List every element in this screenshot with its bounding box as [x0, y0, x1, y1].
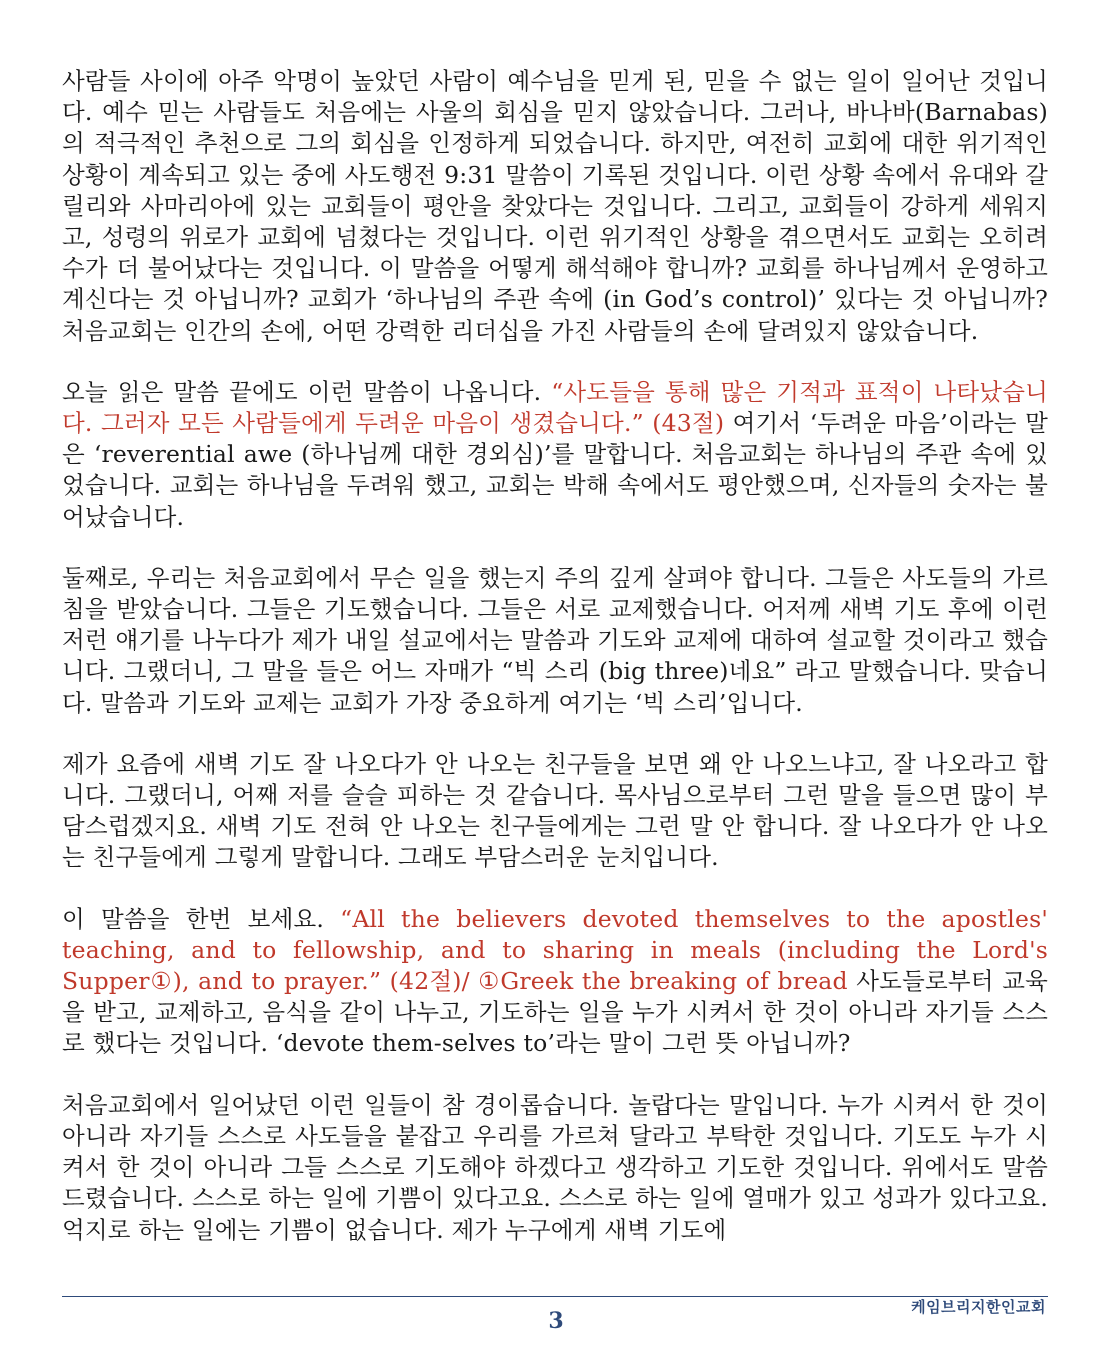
footer-divider [62, 1296, 1048, 1297]
paragraph-4: 제가 요즘에 새벽 기도 잘 나오다가 안 나오는 친구들을 보면 왜 안 나오느냐고, 잘 나오라고 합니다. 그랬더니, 어째 저를 슬슬 피하는 것 같습니다. 목사님으로부터 그런 말을 들으면 많이 부담스럽겠지요. 새벽 기도 전혀 안 나오는 친구들에게는 그런 말 안 합니다. 잘 나오다가 안 나오는 친구들에게 그렇게 말합니다. 그래도 부담스러운 눈치입니다. [62, 749, 1048, 872]
paragraph-3: 둘째로, 우리는 처음교회에서 무슨 일을 했는지 주의 깊게 살펴야 합니다. 그들은 사도들의 가르침을 받았습니다. 그들은 기도했습니다. 그들은 서로 교제했습니다. 어저께 새벽 기도 후에 이런 저런 얘기를 나누다가 제가 내일 설교에서는 말씀과 기도와 교제에 대하여 설교할 것이라고 했습니다. 그랬더니, 그 말을 들은 어느 자매가 “빅 스리 (big three)네요” 라고 말했습니다. 맞습니다. 말씀과 기도와 교제는 교회가 가장 중요하게 여기는 ‘빅 스리’입니다. [62, 563, 1048, 717]
scripture-quote-acts-2-42: “All the believers devoted themselves to the apostles' teaching, and to fellowship, and to sharing in meals (including the Lord's Supper①), and to prayer.” (42절)/ ①Greek the breaking of bread [62, 904, 1048, 996]
paragraph-2 [62, 377, 1048, 533]
paragraph-6: 처음교회에서 일어났던 이런 일들이 참 경이롭습니다. 놀랍다는 말입니다. 누가 시켜서 한 것이 아니라 자기들 스스로 사도들을 붙잡고 우리를 가르쳐 달라고 부탁한 것입니다. 기도도 누가 시켜서 한 것이 아니라 그들 스스로 기도해야 하겠다고 생각하고 기도한 것입니다. 위에서도 말씀 드렸습니다. 스스로 하는 일에 기쁨이 있다고요. 스스로 하는 일에 열매가 있고 성과가 있다고요. 억지로 하는 일에는 기쁨이 없습니다. 제가 누구에게 새벽 기도에 [62, 1090, 1048, 1244]
paragraph-5 [62, 904, 1048, 1060]
paragraph-2-body: 여기서 ‘두려운 마음’이라는 말은 ‘reverential awe (하나님께 대한 경외심)’를 말합니다. 처음교회는 하나님의 주관 속에 있었습니다. 교회는 하나님을 두려워 했고, 교회는 박해 속에서도 평안했으며, 신자들의 숫자는 불어났습니다. [62, 409, 1048, 531]
scripture-quote-acts-2-43: “사도들을 통해 많은 기적과 표적이 나타났습니다. 그러자 모든 사람들에게 두려운 마음이 생겼습니다.” (43절) [62, 377, 1049, 438]
paragraph-1: 사람들 사이에 아주 악명이 높았던 사람이 예수님을 믿게 된, 믿을 수 없는 일이 일어난 것입니다. 예수 믿는 사람들도 처음에는 사울의 회심을 믿지 않았습니다. 그러나, 바나바(Barnabas)의 적극적인 추천으로 그의 회심을 인정하게 되었습니다. 하지만, 여전히 교회에 대한 위기적인 상황이 계속되고 있는 중에 사도행전 9:31 말씀이 기록된 것입니다. 이런 상황 속에서 유대와 갈릴리와 사마리아에 있는 교회들이 평안을 찾았다는 것입니다. 그리고, 교회들이 강하게 세워지고, 성령의 위로가 교회에 넘쳤다는 것입니다. 이런 위기적인 상황을 겪으면서도 교회는 오히려 수가 더 불어났다는 것입니다. 이 말씀을 어떻게 해석해야 합니까? 교회를 하나님께서 운영하고 계신다는 것 아닙니까? 교회가 ‘하나님의 주관 속에 (in God’s control)’ 있다는 것 아닙니까? 처음교회는 인간의 손에, 어떤 강력한 리더십을 가진 사람들의 손에 달려있지 않았습니다. [62, 67, 1048, 345]
page-number: 3 [548, 1308, 564, 1334]
paragraph-2-intro: 오늘 읽은 말씀 끝에도 이런 말씀이 나옵니다. [62, 377, 552, 406]
paragraph-5-intro: 이 말씀을 한번 보세요. [62, 904, 341, 933]
paragraph-5-body: 사도들로부터 교육을 받고, 교제하고, 음식을 같이 나누고, 기도하는 일을 누가 시켜서 한 것이 아니라 자기들 스스로 했다는 것입니다. ‘devote them-selves to’라는 말이 그런 뜻 아닙니까? [62, 967, 1048, 1058]
sermon-body [62, 66, 1048, 1276]
church-name: 케임브리지한인교회 [911, 1298, 1046, 1316]
